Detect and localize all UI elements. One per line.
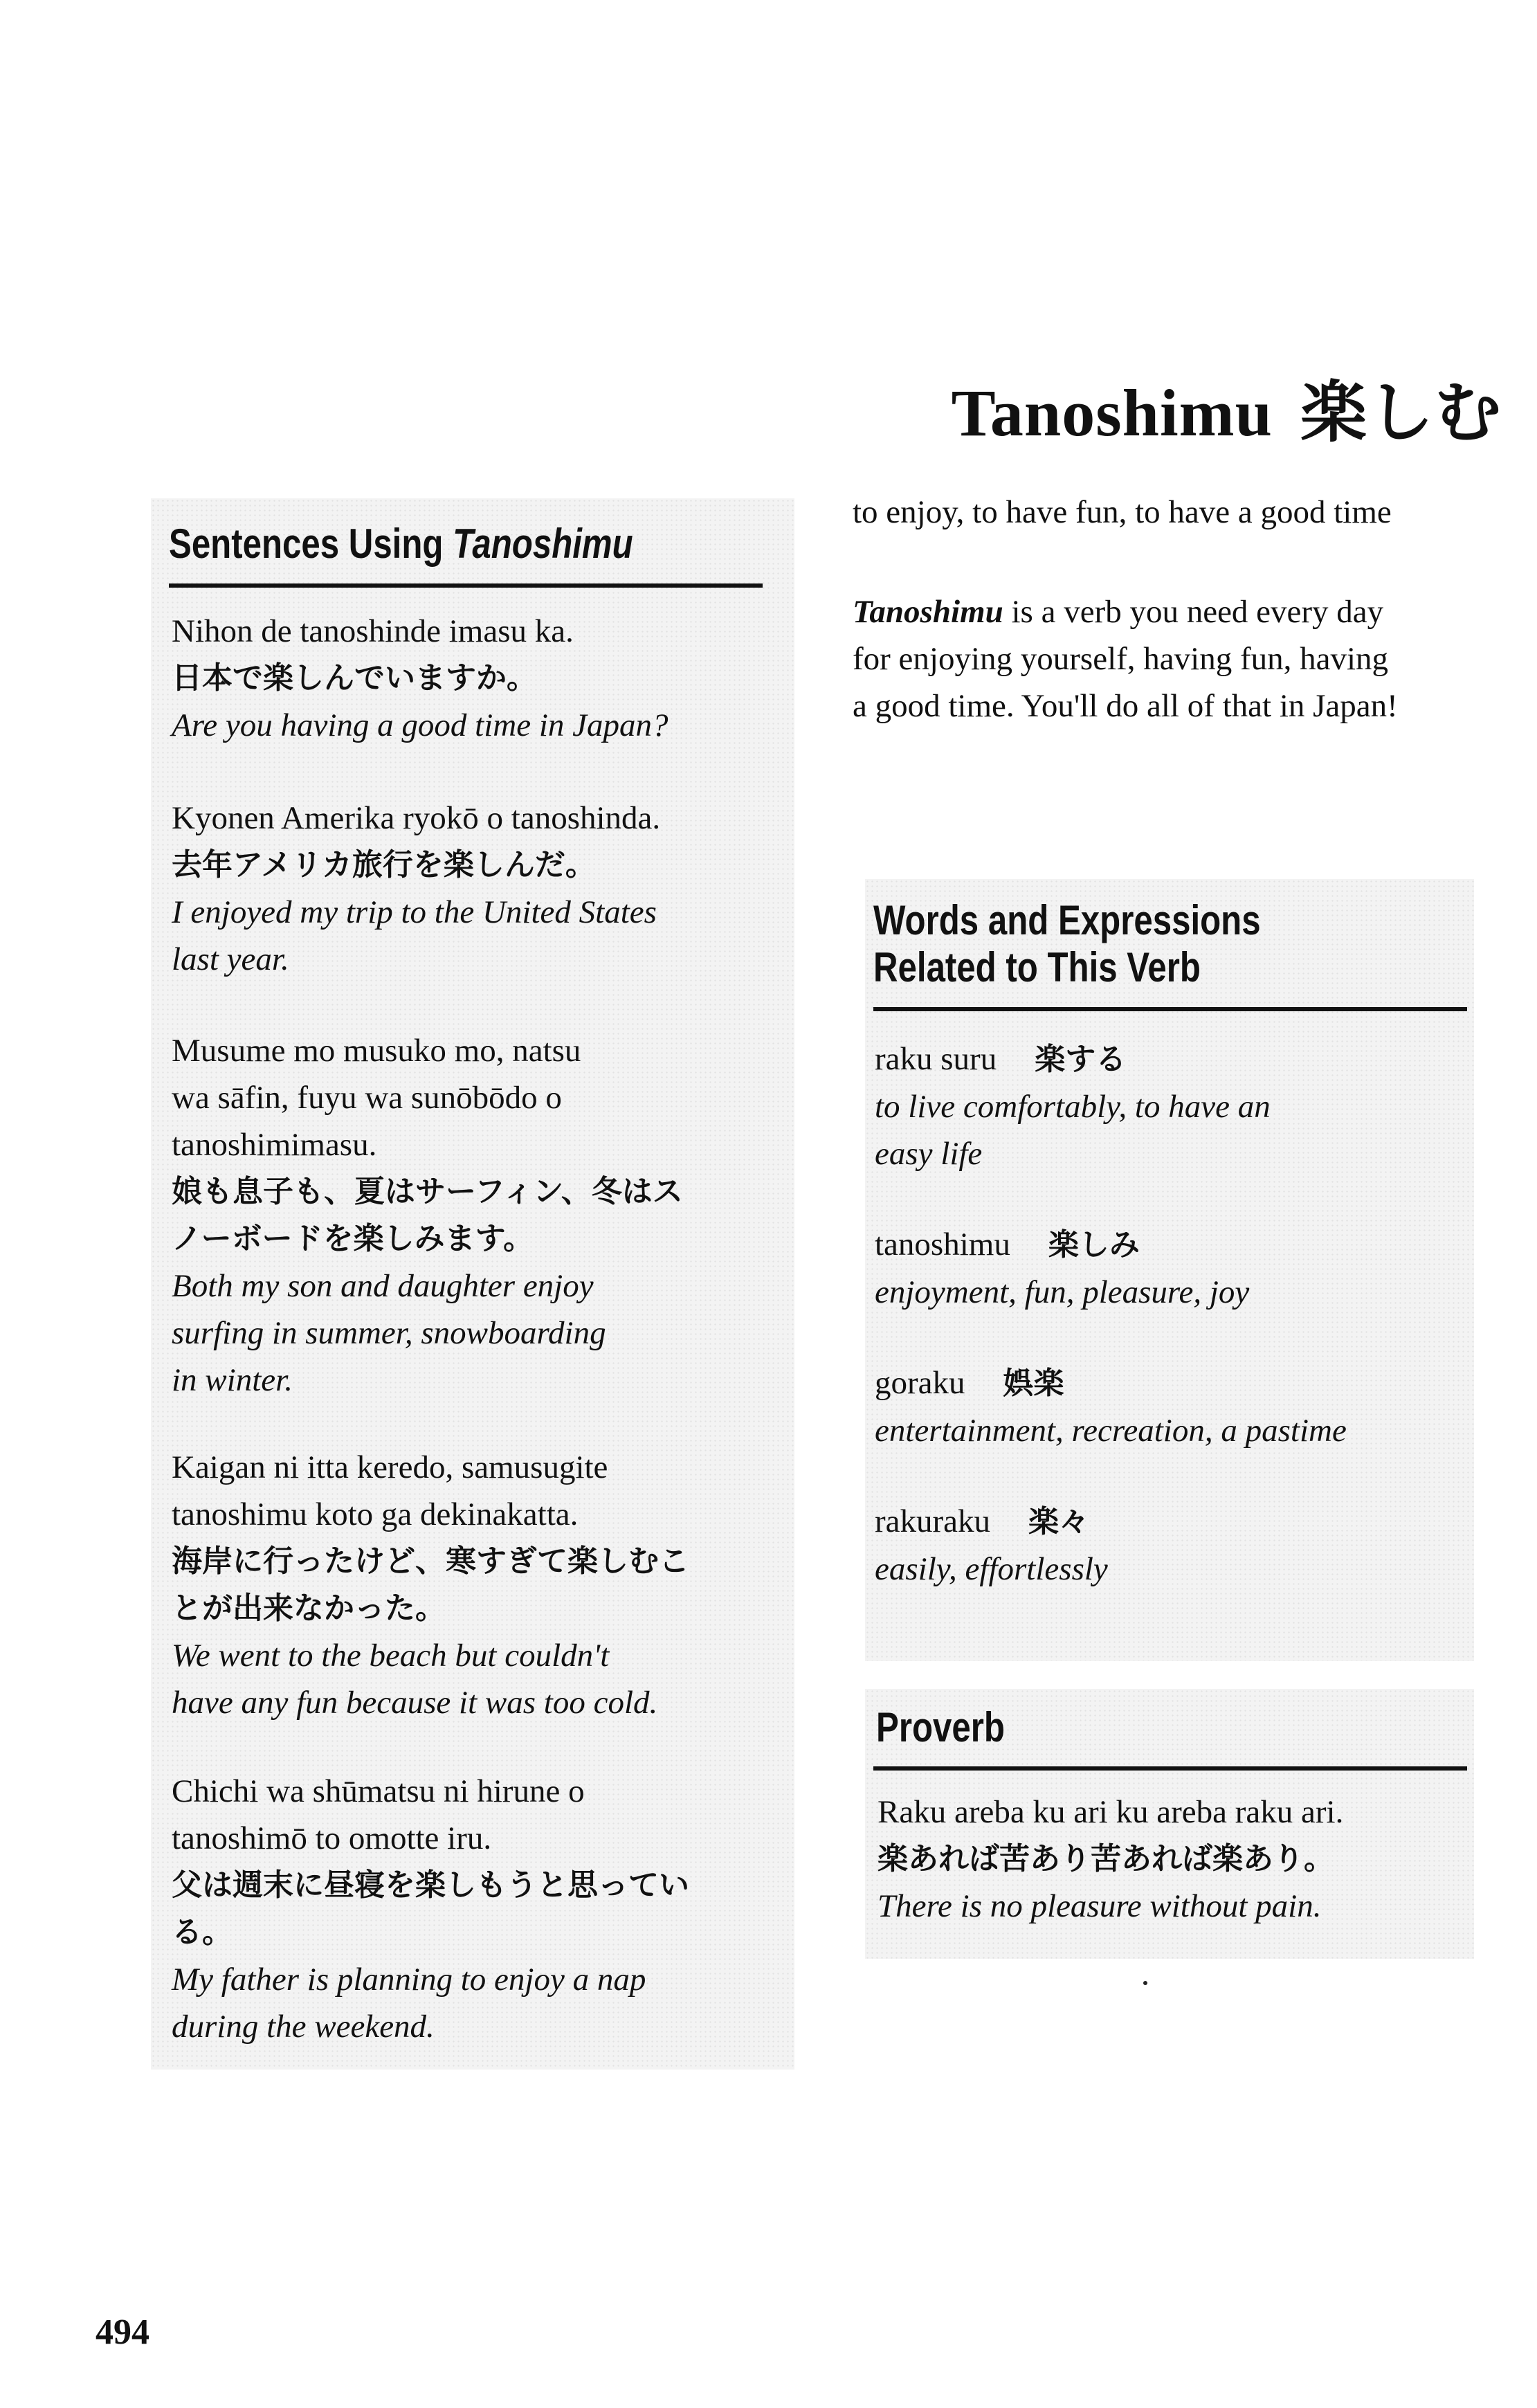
word-term: goraku xyxy=(875,1365,965,1401)
sentence-english: last year. xyxy=(172,941,289,977)
word-entry xyxy=(875,1359,1347,1454)
words-heading-line: Words and Expressions xyxy=(873,897,1261,943)
sentence-romaji: tanoshimō to omotte iru. xyxy=(172,1820,492,1856)
sentences-heading-emph: Tanoshimu xyxy=(453,520,633,567)
word-meaning: entertainment, recreation, a pastime xyxy=(875,1413,1347,1449)
word-japanese: 楽しみ xyxy=(1048,1227,1140,1262)
sentence-item xyxy=(172,608,668,749)
sentence-romaji: tanoshimimasu. xyxy=(172,1127,377,1163)
sentence-japanese: ノーボードを楽しみます。 xyxy=(172,1221,534,1256)
sentence-romaji: Musume mo musuko mo, natsu xyxy=(172,1033,581,1069)
sentence-romaji: wa sāfin, fuyu wa sunōbōdo o xyxy=(172,1080,562,1116)
sentence-romaji: Kyonen Amerika ryokō o tanoshinda. xyxy=(172,800,661,836)
words-heading xyxy=(873,897,1261,991)
sentence-japanese: 娘も息子も、夏はサーフィン、冬はス xyxy=(172,1174,683,1209)
sentence-japanese: 海岸に行ったけど、寒すぎて楽しむこ xyxy=(172,1544,689,1579)
sentence-english: surfing in summer, snowboarding xyxy=(172,1315,606,1351)
sentence-japanese: とが出来なかった。 xyxy=(172,1591,446,1626)
sentence-item xyxy=(172,795,660,983)
word-meaning: enjoyment, fun, pleasure, joy xyxy=(875,1274,1250,1310)
sentence-english: We went to the beach but couldn't xyxy=(172,1638,610,1674)
word-meaning: easily, effortlessly xyxy=(875,1551,1108,1587)
proverb-romaji: Raku areba ku ari ku areba raku ari. xyxy=(877,1794,1344,1830)
proverb-heading: Proverb xyxy=(876,1704,1005,1750)
words-rule xyxy=(873,1007,1467,1011)
word-term: raku suru xyxy=(875,1041,997,1077)
sentence-romaji: Nihon de tanoshinde imasu ka. xyxy=(172,613,574,649)
sentences-heading xyxy=(169,520,633,568)
intro-line: a good time. You'll do all of that in Japan! xyxy=(853,688,1398,724)
speck-mark xyxy=(1143,1981,1147,1985)
word-japanese: 楽々 xyxy=(1028,1504,1090,1539)
sentence-japanese: る。 xyxy=(172,1914,233,1950)
sentence-romaji: tanoshimu koto ga dekinakatta. xyxy=(172,1496,579,1532)
intro-paragraph xyxy=(853,588,1398,730)
sentences-rule xyxy=(169,583,763,588)
word-term: tanoshimu xyxy=(875,1226,1010,1262)
title-romaji: Tanoshimu xyxy=(951,376,1273,450)
sentence-japanese: 去年アメリカ旅行を楽しんだ。 xyxy=(172,847,596,882)
sentence-japanese: 父は週末に昼寝を楽しもうと思ってい xyxy=(172,1867,689,1903)
proverb-english: There is no pleasure without pain. xyxy=(877,1888,1322,1924)
word-entry xyxy=(875,1221,1249,1316)
sentence-romaji: Kaigan ni itta keredo, samusugite xyxy=(172,1449,608,1485)
word-entry xyxy=(875,1498,1108,1593)
page-title xyxy=(879,360,1502,455)
sentence-english: I enjoyed my trip to the United States xyxy=(172,894,657,930)
intro-line: is a verb you need every day xyxy=(1003,594,1384,630)
sentence-item xyxy=(172,1768,689,2050)
words-heading-line: Related to This Verb xyxy=(873,944,1201,990)
word-japanese: 楽する xyxy=(1035,1042,1127,1077)
sentence-japanese: 日本で楽しんでいますか。 xyxy=(172,660,537,696)
sentence-english: during the weekend. xyxy=(172,2009,435,2045)
word-term: rakuraku xyxy=(875,1503,991,1539)
sentences-heading-prefix: Sentences Using xyxy=(169,520,453,567)
sentence-english: My father is planning to enjoy a nap xyxy=(172,1962,646,1998)
sentence-english: Both my son and daughter enjoy xyxy=(172,1268,594,1304)
sentence-item xyxy=(172,1027,683,1404)
word-meaning: to live comfortably, to have an xyxy=(875,1089,1271,1125)
word-meaning: easy life xyxy=(875,1136,983,1172)
intro-lead: Tanoshimu xyxy=(853,594,1003,630)
proverb-rule xyxy=(873,1766,1467,1771)
intro-line: for enjoying yourself, having fun, having xyxy=(853,641,1389,677)
sentence-english: in winter. xyxy=(172,1362,293,1398)
proverb-japanese: 楽あれば苦あり苦あれば楽あり。 xyxy=(877,1841,1334,1876)
page-number: 494 xyxy=(96,2312,149,2352)
sentence-english: have any fun because it was too cold. xyxy=(172,1685,658,1721)
title-japanese: 楽しむ xyxy=(1300,374,1502,451)
sentence-item xyxy=(172,1444,689,1726)
word-entry xyxy=(875,1035,1271,1177)
word-japanese: 娯楽 xyxy=(1003,1366,1064,1401)
proverb-entry xyxy=(877,1789,1343,1930)
sentence-english: Are you having a good time in Japan? xyxy=(172,707,669,743)
definition: to enjoy, to have fun, to have a good time xyxy=(853,494,1392,530)
sentence-romaji: Chichi wa shūmatsu ni hirune o xyxy=(172,1773,585,1809)
